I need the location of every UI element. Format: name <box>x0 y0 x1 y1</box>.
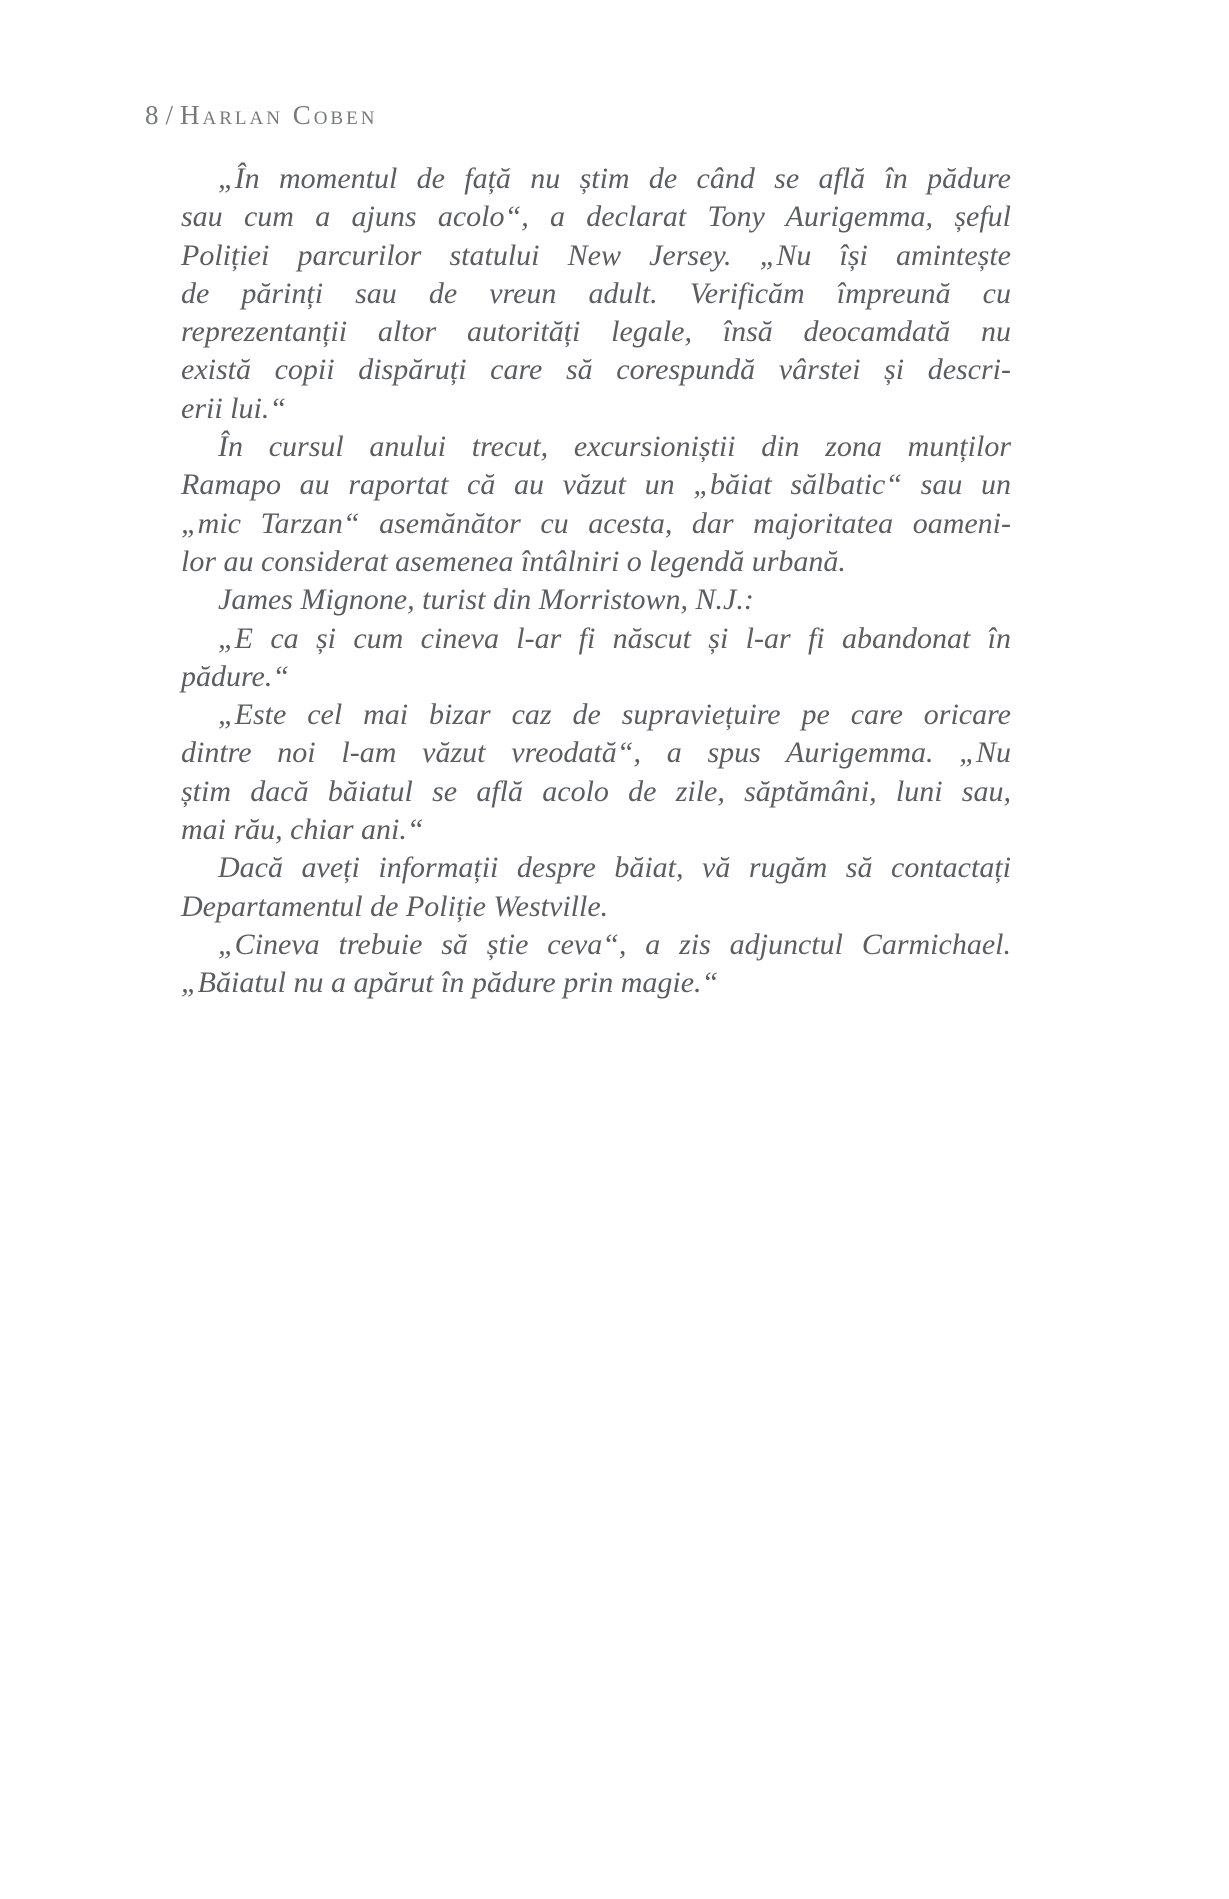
text-line: „E ca și cum cineva l-ar fi născut și l-ar fi abandonat în <box>218 621 1011 655</box>
text-line: „În momentul de față nu știm de când se află în pădure <box>218 162 1011 195</box>
header-separator: / <box>165 100 175 130</box>
text-block <box>181 160 1011 1003</box>
text-line: Ramapo au raportat că au văzut un „băiat sălbatic“ sau un <box>181 468 1011 502</box>
header-author: Harlan Coben <box>180 100 378 130</box>
text-line: există copii dispăruți care să corespundă vârstei și descri- <box>181 353 1011 387</box>
page-number: 8 <box>145 100 160 130</box>
text-line: sau cum a ajuns acolo“, a declarat Tony Aurigemma, șeful <box>181 200 1011 234</box>
paragraph <box>181 581 1011 619</box>
text-line: „Băiatul nu a apărut în pădure prin magie.“ <box>181 966 719 1000</box>
running-header <box>145 100 377 131</box>
text-line: „Este cel mai bizar caz de supraviețuire pe care oricare <box>218 698 1011 732</box>
paragraph <box>181 849 1011 926</box>
text-line: Departamentul de Poliție Westville. <box>181 889 609 923</box>
text-line: Dacă aveți informații despre băiat, vă rugăm să contactați <box>218 851 1011 885</box>
text-line: mai rău, chiar ani.“ <box>181 813 424 847</box>
text-line: James Mignone, turist din Morristown, N.J.: <box>218 583 754 617</box>
text-line: reprezentanții altor autorități legale, însă deocamdată nu <box>181 315 1011 349</box>
text-line: știm dacă băiatul se află acolo de zile, săptămâni, luni sau, <box>181 774 1011 808</box>
paragraph <box>181 160 1011 428</box>
text-line: erii lui.“ <box>181 391 287 425</box>
text-line: de părinți sau de vreun adult. Verificăm împreună cu <box>181 276 1011 310</box>
paragraph <box>181 926 1011 1003</box>
text-line: „Cineva trebuie să știe ceva“, a zis adjunctul Carmichael. <box>218 927 1011 961</box>
text-line: În cursul anului trecut, excursioniștii din zona munților <box>218 430 1011 464</box>
text-line: „mic Tarzan“ asemănător cu acesta, dar majoritatea oameni- <box>181 506 1011 540</box>
text-line: Poliției parcurilor statului New Jersey. „Nu își amintește <box>181 238 1011 272</box>
paragraph <box>181 696 1011 849</box>
text-line: pădure.“ <box>181 659 290 693</box>
text-line: dintre noi l-am văzut vreodată“, a spus Aurigemma. „Nu <box>181 736 1011 770</box>
text-line: lor au considerat asemenea întâlniri o legendă urbană. <box>181 544 846 578</box>
paragraph <box>181 620 1011 697</box>
paragraph <box>181 428 1011 581</box>
